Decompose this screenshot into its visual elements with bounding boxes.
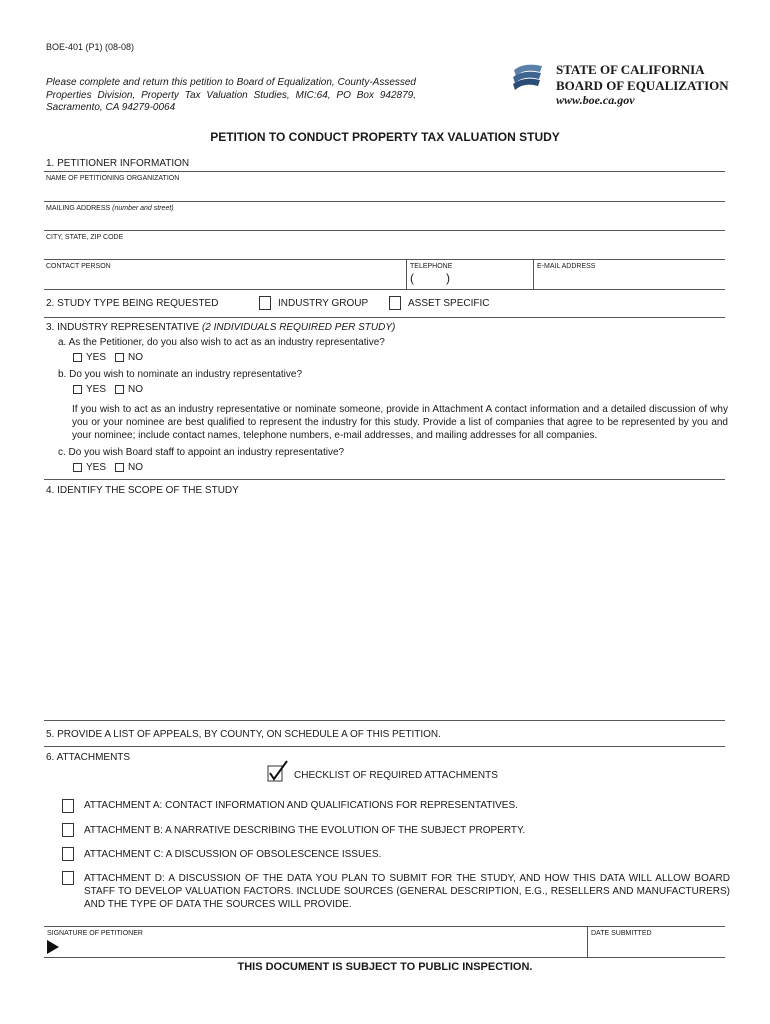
form-title: PETITION TO CONDUCT PROPERTY TAX VALUATION STUDY bbox=[210, 130, 560, 144]
city-field[interactable] bbox=[44, 243, 725, 259]
section-3-heading-text: 3. INDUSTRY REPRESENTATIVE bbox=[46, 322, 200, 333]
telephone-field[interactable] bbox=[420, 272, 530, 288]
boe-logo-icon bbox=[510, 60, 546, 96]
qc-yes-label: YES bbox=[86, 462, 107, 473]
org-name-field[interactable] bbox=[44, 184, 725, 201]
address-label bbox=[46, 205, 174, 212]
scope-text-area[interactable] bbox=[44, 500, 725, 718]
divider bbox=[44, 926, 725, 927]
section-6-heading: 6. ATTACHMENTS bbox=[46, 752, 131, 763]
attachment-d-checkbox[interactable] bbox=[62, 871, 74, 885]
section-1-heading: 1. PETITIONER INFORMATION bbox=[46, 158, 190, 169]
asset-specific-checkbox[interactable] bbox=[389, 296, 401, 310]
attachment-c-label: ATTACHMENT C: A DISCUSSION OF OBSOLESCENCE ISSUES. bbox=[84, 849, 382, 860]
qb-no-checkbox[interactable] bbox=[115, 385, 124, 394]
address-hint: (number and street) bbox=[112, 205, 174, 212]
divider bbox=[44, 720, 725, 721]
signature-label: SIGNATURE OF PETITIONER bbox=[47, 930, 143, 937]
telephone-label: TELEPHONE bbox=[410, 263, 453, 270]
attachment-b-label: ATTACHMENT B: A NARRATIVE DESCRIBING THE EVOLUTION OF THE SUBJECT PROPERTY. bbox=[84, 825, 526, 836]
telephone-area-close: ) bbox=[446, 271, 450, 285]
qc-no-label: NO bbox=[128, 462, 143, 473]
divider bbox=[44, 230, 725, 231]
form-id: BOE-401 (P1) (08-08) bbox=[46, 42, 135, 52]
question-c: c. Do you wish Board staff to appoint an industry representative? bbox=[58, 447, 345, 458]
signature-field[interactable] bbox=[62, 938, 584, 956]
date-submitted-label: DATE SUBMITTED bbox=[591, 930, 652, 937]
divider bbox=[44, 171, 725, 172]
email-field[interactable] bbox=[537, 272, 725, 288]
divider bbox=[44, 746, 725, 747]
attachment-b-checkbox[interactable] bbox=[62, 823, 74, 837]
checkmark-box-icon bbox=[267, 760, 291, 784]
org-name-label: NAME OF PETITIONING ORGANIZATION bbox=[46, 175, 180, 182]
qb-yes-checkbox[interactable] bbox=[73, 385, 82, 394]
address-label-text: MAILING ADDRESS bbox=[46, 205, 111, 212]
divider bbox=[44, 201, 725, 202]
section-5-heading: 5. PROVIDE A LIST OF APPEALS, BY COUNTY, ON SCHEDULE A OF THIS PETITION. bbox=[46, 729, 441, 740]
qb-yes-label: YES bbox=[86, 384, 107, 395]
question-a: a. As the Petitioner, do you also wish to act as an industry representative? bbox=[58, 337, 385, 348]
agency-line-1: STATE OF CALIFORNIA bbox=[556, 62, 705, 77]
telephone-area-open: ( bbox=[410, 271, 414, 285]
asset-specific-label: ASSET SPECIFIC bbox=[408, 298, 490, 309]
question-b: b. Do you wish to nominate an industry representative? bbox=[58, 369, 303, 380]
attachment-a-checkbox[interactable] bbox=[62, 799, 74, 813]
section-4-heading: 4. IDENTIFY THE SCOPE OF THE STUDY bbox=[46, 485, 239, 496]
return-instructions: Please complete and return this petition to Board of Equalization, County-Assessed Properties Division, Property Tax Valuation Studies, MIC:64, PO Box 942879, Sacramento, CA 94279-0064 bbox=[46, 77, 416, 113]
date-submitted-field[interactable] bbox=[591, 938, 725, 956]
divider bbox=[406, 259, 407, 289]
agency-url[interactable]: www.boe.ca.gov bbox=[556, 93, 635, 107]
qa-yes-checkbox[interactable] bbox=[73, 353, 82, 362]
qc-no-checkbox[interactable] bbox=[115, 463, 124, 472]
contact-label: CONTACT PERSON bbox=[46, 263, 111, 270]
arrow-right-icon bbox=[47, 940, 59, 954]
checklist-heading: CHECKLIST OF REQUIRED ATTACHMENTS bbox=[294, 770, 498, 781]
divider bbox=[533, 259, 534, 289]
divider bbox=[587, 926, 588, 957]
qa-no-checkbox[interactable] bbox=[115, 353, 124, 362]
industry-group-checkbox[interactable] bbox=[259, 296, 271, 310]
agency-line-2: BOARD OF EQUALIZATION bbox=[556, 77, 729, 93]
qb-no-label: NO bbox=[128, 384, 143, 395]
qa-no-label: NO bbox=[128, 352, 143, 363]
section-3-heading bbox=[46, 322, 395, 333]
industry-group-label: INDUSTRY GROUP bbox=[278, 298, 369, 309]
section-3-heading-note: (2 INDIVIDUALS REQUIRED PER STUDY) bbox=[201, 322, 396, 333]
divider bbox=[44, 957, 725, 958]
qa-yes-label: YES bbox=[86, 352, 107, 363]
contact-field[interactable] bbox=[44, 272, 404, 288]
divider bbox=[44, 317, 725, 318]
email-label: E-MAIL ADDRESS bbox=[537, 263, 596, 270]
attachment-d-label: ATTACHMENT D: A DISCUSSION OF THE DATA YOU PLAN TO SUBMIT FOR THE STUDY, AND HOW THIS DATA WILL ALLOW BOARD STAFF TO DEVELOP VALUATION FACTORS. INCLUDE SOURCES (GENERAL DESCRIPTION, E.G., RESELLERS AND MANUFACTURERS) AND THE TYPE OF DATA THE SOURCES WILL PROVIDE. bbox=[84, 873, 730, 910]
divider bbox=[44, 259, 725, 260]
public-inspection-notice: THIS DOCUMENT IS SUBJECT TO PUBLIC INSPECTION. bbox=[237, 961, 533, 973]
attachment-c-checkbox[interactable] bbox=[62, 847, 74, 861]
attachment-a-label: ATTACHMENT A: CONTACT INFORMATION AND QUALIFICATIONS FOR REPRESENTATIVES. bbox=[84, 800, 518, 811]
representative-instructions: If you wish to act as an industry representative or nominate someone, provide in Attachment A contact information and a detailed discussion of why you or your nominee are best qualified to represent the industry for this study. Provide a list of companies that agree to be represented by you and your nominee; include contact names, telephone numbers, e-mail addresses, and mailing addresses for all companies. bbox=[72, 404, 728, 441]
section-2-heading: 2. STUDY TYPE BEING REQUESTED bbox=[46, 298, 219, 309]
divider bbox=[44, 289, 725, 290]
address-field[interactable] bbox=[44, 214, 725, 230]
city-label: CITY, STATE, ZIP CODE bbox=[46, 234, 124, 241]
divider bbox=[44, 479, 725, 480]
agency-block bbox=[556, 62, 729, 109]
qc-yes-checkbox[interactable] bbox=[73, 463, 82, 472]
